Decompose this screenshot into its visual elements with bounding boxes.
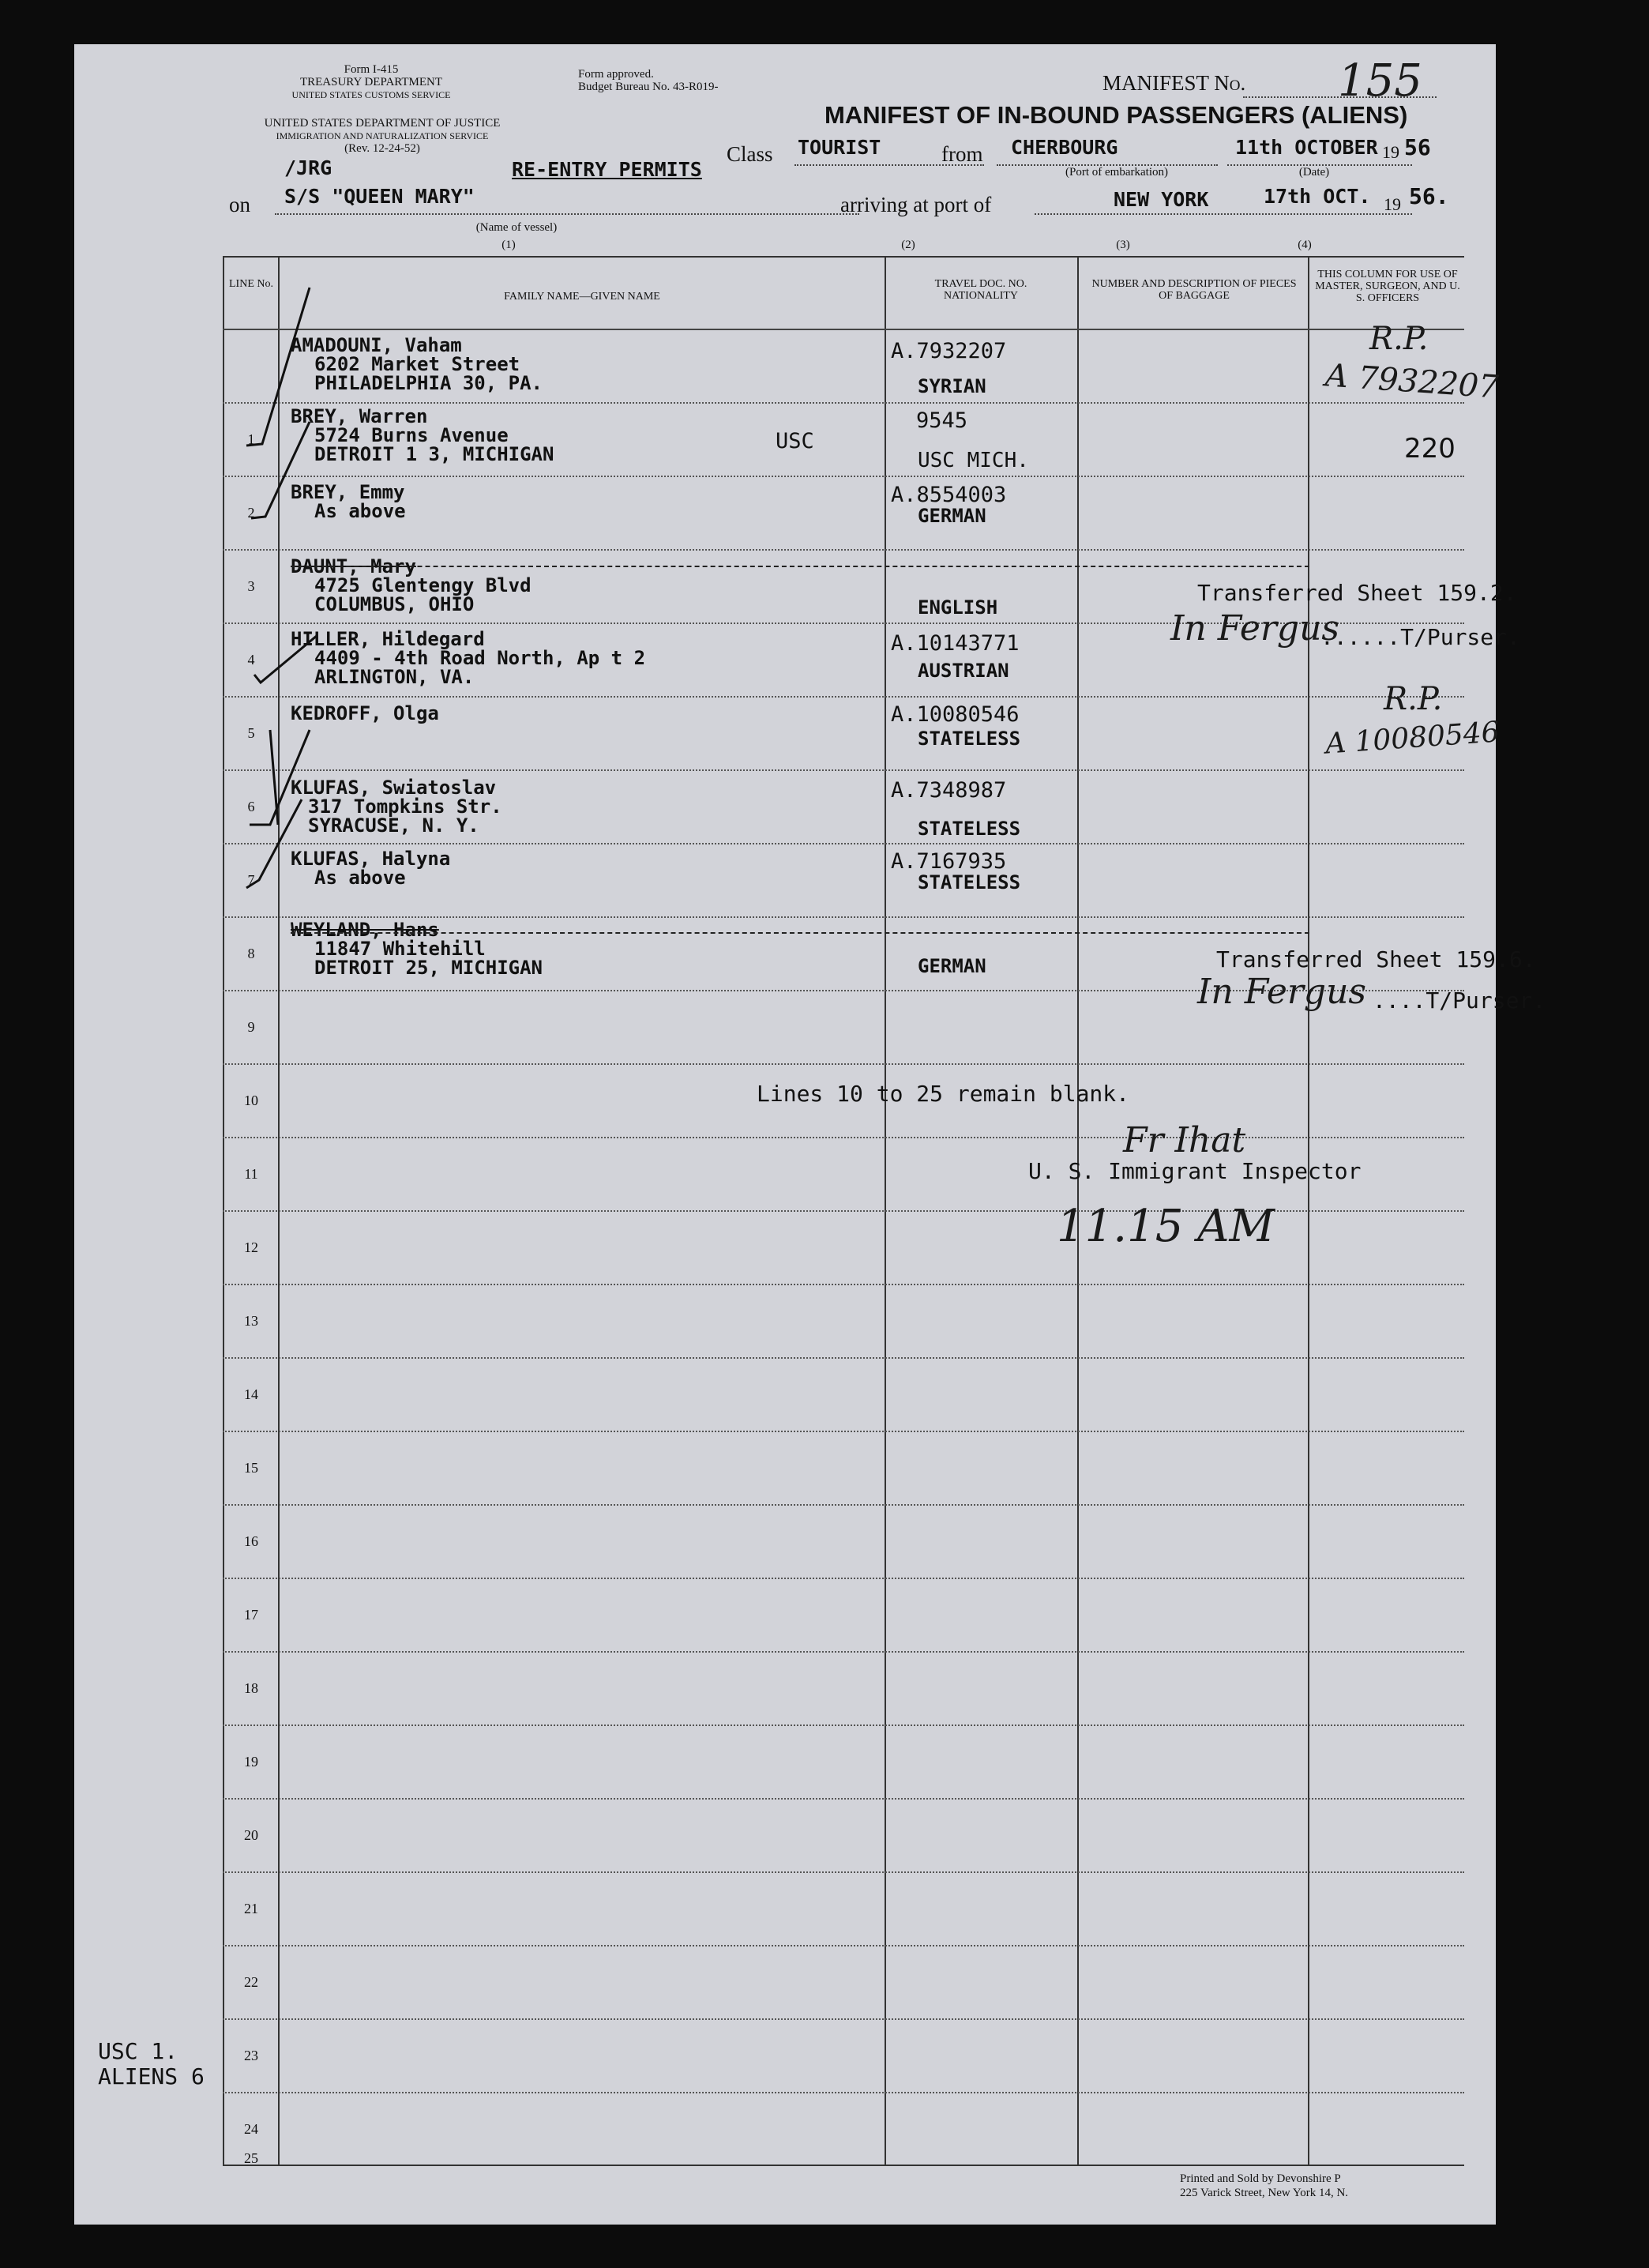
handwritten-220: 220 bbox=[1404, 433, 1456, 465]
vessel-caption: (Name of vessel) bbox=[475, 221, 558, 234]
purser-label-1: ......T/Purser. bbox=[1320, 624, 1520, 650]
nationality: GERMAN bbox=[918, 955, 986, 977]
vessel-name: S/S "QUEEN MARY" bbox=[284, 185, 475, 208]
purser-signature: In Fergus bbox=[1170, 608, 1339, 649]
passenger-address: 4725 Glentengy Blvd bbox=[314, 574, 532, 596]
line-number: 2 bbox=[247, 505, 255, 521]
passenger-address: 11847 Whitehill bbox=[314, 938, 486, 960]
line-number: 18 bbox=[244, 1680, 258, 1696]
treasury-dept: TREASURY DEPARTMENT bbox=[299, 76, 443, 88]
rp-annotation: R.P. bbox=[1369, 321, 1429, 357]
from-label: from bbox=[941, 142, 983, 166]
passenger-address: 5724 Burns Avenue bbox=[314, 424, 509, 446]
line-number: 11 bbox=[244, 1166, 258, 1182]
year-prefix-2: 19 bbox=[1384, 194, 1401, 214]
reentry-permits: RE-ENTRY PERMITS bbox=[512, 158, 702, 181]
line-number: 21 bbox=[244, 1901, 258, 1916]
passenger-city: DETROIT 1 3, MICHIGAN bbox=[314, 443, 554, 465]
transfer-note-2: Transferred Sheet 159.6. bbox=[1216, 946, 1536, 972]
jrg-mark: /JRG bbox=[284, 156, 332, 179]
customs-service: UNITED STATES CUSTOMS SERVICE bbox=[291, 89, 451, 100]
line-number: 10 bbox=[244, 1093, 258, 1108]
passenger-name: WEYLAND, Hans bbox=[291, 919, 439, 941]
justice-dept: UNITED STATES DEPARTMENT OF JUSTICE bbox=[264, 117, 501, 130]
vessel-line bbox=[275, 213, 859, 215]
year-prefix: 19 bbox=[1382, 142, 1399, 162]
passenger-name: KEDROFF, Olga bbox=[291, 702, 439, 724]
line-number: 5 bbox=[247, 725, 255, 741]
line-number: 12 bbox=[244, 1239, 258, 1255]
class-value: TOURIST bbox=[798, 136, 881, 159]
line-number: 20 bbox=[244, 1827, 258, 1843]
rp-number-2: A 10080546 bbox=[1324, 716, 1501, 761]
line-number: 23 bbox=[244, 2048, 258, 2063]
date-value: 11th OCTOBER bbox=[1235, 136, 1378, 159]
passenger-name: BREY, Warren bbox=[291, 405, 428, 427]
citizenship-note: USC bbox=[776, 429, 814, 453]
immigration-service: IMMIGRATION AND NATURALIZATION SERVICE bbox=[276, 130, 489, 141]
line-number: 8 bbox=[247, 946, 255, 961]
port-embark-caption: (Port of embarkation) bbox=[1065, 166, 1168, 179]
travel-doc: A.7167935 bbox=[891, 849, 1007, 874]
nationality: STATELESS bbox=[918, 871, 1021, 893]
revision-date: (Rev. 12-24-52) bbox=[344, 142, 420, 155]
passenger-name: AMADOUNI, Vaham bbox=[291, 334, 462, 356]
passenger-name: HILLER, Hildegard bbox=[291, 628, 485, 650]
line-number: 22 bbox=[244, 1974, 258, 1990]
line-number: 15 bbox=[244, 1460, 258, 1476]
line-number: 9 bbox=[247, 1019, 255, 1035]
blank-lines-note: Lines 10 to 25 remain blank. bbox=[757, 1081, 1130, 1107]
printer-credit-2: 225 Varick Street, New York 14, N. bbox=[1180, 2187, 1349, 2199]
arrival-date: 17th OCT. bbox=[1264, 185, 1371, 208]
passenger-address: As above bbox=[314, 500, 406, 522]
travel-doc: A.7932207 bbox=[891, 339, 1007, 363]
passenger-name: DAUNT, Mary bbox=[291, 555, 416, 577]
nationality: USC MICH. bbox=[918, 449, 1029, 472]
date-caption: (Date) bbox=[1298, 166, 1330, 179]
rp-number: A 7932207 bbox=[1324, 357, 1501, 406]
col-num-4: (4) bbox=[1298, 239, 1312, 251]
arrival-port: NEW YORK bbox=[1114, 188, 1209, 211]
inspector-signature: Fr Ihat bbox=[1123, 1120, 1246, 1160]
col-num-3: (3) bbox=[1116, 239, 1130, 251]
line-number: 7 bbox=[247, 872, 255, 888]
header-line-no: LINE No. bbox=[229, 278, 273, 290]
nationality: GERMAN bbox=[918, 505, 986, 527]
passenger-name: KLUFAS, Swiatoslav bbox=[291, 777, 497, 799]
check-marks bbox=[223, 256, 317, 1046]
purser-signature-2: In Fergus bbox=[1197, 972, 1366, 1012]
manifest-number: 155 bbox=[1338, 55, 1422, 107]
passenger-table bbox=[223, 256, 1546, 2166]
col-num-1: (1) bbox=[501, 239, 516, 251]
line-number: 25 bbox=[244, 2150, 258, 2166]
passenger-city: PHILADELPHIA 30, PA. bbox=[314, 372, 543, 394]
line-number: 17 bbox=[244, 1607, 258, 1623]
strike-line bbox=[291, 932, 1309, 934]
line-number: 16 bbox=[244, 1533, 258, 1549]
class-label: Class bbox=[727, 142, 773, 166]
line-number: 19 bbox=[244, 1754, 258, 1770]
nationality: STATELESS bbox=[918, 728, 1021, 750]
budget-bureau: Budget Bureau No. 43-R019- bbox=[578, 81, 719, 93]
passenger-city: SYRACUSE, N. Y. bbox=[308, 814, 479, 837]
rp-annotation-2: R.P. bbox=[1384, 681, 1443, 717]
passenger-name: BREY, Emmy bbox=[291, 481, 405, 503]
header-name: FAMILY NAME—GIVEN NAME bbox=[504, 291, 660, 303]
passenger-address: As above bbox=[314, 867, 406, 889]
line-number: 3 bbox=[247, 578, 255, 594]
line-number: 1 bbox=[247, 431, 255, 447]
passenger-name: KLUFAS, Halyna bbox=[291, 848, 451, 870]
on-label: on bbox=[229, 193, 250, 216]
passenger-address: 4409 - 4th Road North, Ap t 2 bbox=[314, 647, 646, 669]
line-number: 24 bbox=[244, 2121, 258, 2137]
travel-doc: A.8554003 bbox=[891, 483, 1007, 507]
nationality: SYRIAN bbox=[918, 375, 986, 397]
margin-usc: USC 1. bbox=[98, 2038, 178, 2064]
year-value: 56 bbox=[1404, 134, 1431, 160]
travel-doc: A.10143771 bbox=[891, 631, 1020, 656]
header-baggage: NUMBER AND DESCRIPTION OF PIECES OF BAGGAGE bbox=[1091, 278, 1297, 302]
form-approved: Form approved. bbox=[578, 68, 654, 81]
col-num-2: (2) bbox=[901, 239, 915, 251]
nationality: STATELESS bbox=[918, 818, 1021, 840]
nationality: ENGLISH bbox=[918, 596, 998, 619]
year-value-2: 56. bbox=[1409, 183, 1449, 209]
passenger-city: DETROIT 25, MICHIGAN bbox=[314, 957, 543, 979]
arriving-label: arriving at port of bbox=[840, 193, 992, 216]
page-title: MANIFEST OF IN-BOUND PASSENGERS (ALIENS) bbox=[824, 101, 1408, 129]
travel-doc: 9545 bbox=[916, 408, 968, 433]
manifest-label: MANIFEST No. bbox=[1102, 71, 1246, 95]
line-number: 4 bbox=[247, 652, 255, 668]
line-number: 14 bbox=[244, 1386, 258, 1402]
line-number: 13 bbox=[244, 1313, 258, 1329]
manifest-page bbox=[74, 44, 1546, 2225]
nationality: AUSTRIAN bbox=[918, 660, 1009, 682]
header-officers: THIS COLUMN FOR USE OF MASTER, SURGEON, AND U. S. OFFICERS bbox=[1315, 269, 1460, 304]
line-number: 6 bbox=[247, 799, 255, 814]
travel-doc: A.10080546 bbox=[891, 702, 1020, 727]
from-value: CHERBOURG bbox=[1011, 136, 1118, 159]
passenger-address: 6202 Market Street bbox=[314, 353, 520, 375]
purser-label-2: ....T/Purser. bbox=[1373, 987, 1546, 1014]
header-travel-doc: TRAVEL DOC. NO. NATIONALITY bbox=[934, 278, 1027, 302]
passenger-city: COLUMBUS, OHIO bbox=[314, 593, 475, 615]
travel-doc: A.7348987 bbox=[891, 778, 1007, 803]
inspection-time: 11.15 AM bbox=[1057, 1201, 1275, 1252]
printer-credit-1: Printed and Sold by Devonshire P bbox=[1180, 2172, 1341, 2185]
passenger-city: ARLINGTON, VA. bbox=[314, 666, 475, 688]
passenger-address: 317 Tompkins Str. bbox=[308, 795, 502, 818]
strike-line bbox=[291, 566, 1309, 567]
inspector-label: U. S. Immigrant Inspector bbox=[1028, 1158, 1362, 1184]
margin-aliens: ALIENS 6 bbox=[98, 2063, 205, 2089]
transfer-note-1: Transferred Sheet 159.2. bbox=[1197, 580, 1517, 606]
port-line bbox=[1035, 213, 1412, 215]
form-number: Form I-415 bbox=[344, 63, 399, 76]
